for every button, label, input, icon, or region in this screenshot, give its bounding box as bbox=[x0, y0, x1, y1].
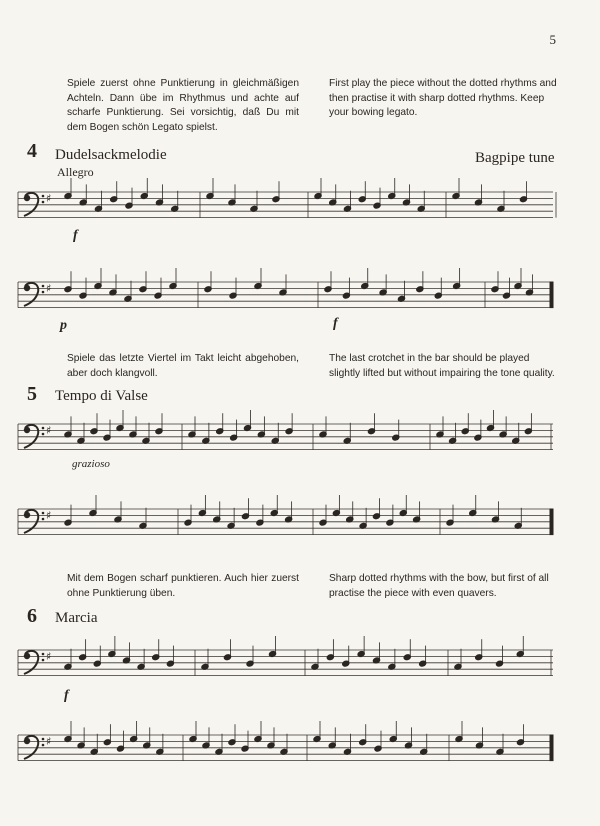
note-head bbox=[374, 745, 382, 752]
note-head bbox=[386, 519, 394, 526]
dynamic-marking: f bbox=[64, 688, 69, 703]
note-head bbox=[486, 424, 494, 431]
note-head bbox=[204, 286, 212, 293]
note-head bbox=[184, 519, 192, 526]
note-head bbox=[491, 516, 499, 523]
piece-title: Tempo di Valse bbox=[55, 388, 148, 404]
note-head bbox=[516, 739, 524, 746]
piece-title: Marcia bbox=[55, 610, 98, 626]
note-head bbox=[461, 428, 469, 435]
note-text-de: Spiele das letzte Viertel im Takt leicht abgehoben, aber doch klangvoll. bbox=[67, 353, 299, 379]
final-barline bbox=[550, 282, 553, 308]
note-head bbox=[129, 431, 137, 438]
note-head bbox=[449, 437, 457, 444]
note-head bbox=[475, 654, 483, 661]
intro-text-en: First play the piece without the dotted rhythms and then practise it with sharp dotted rhythms. Keep your bowing legato. bbox=[329, 78, 557, 118]
dynamic-marking: f bbox=[333, 316, 338, 331]
note-head bbox=[417, 205, 425, 212]
note-head bbox=[250, 205, 258, 212]
note-head bbox=[388, 663, 396, 670]
note-head bbox=[215, 748, 223, 755]
note-head bbox=[155, 428, 163, 435]
note-head bbox=[171, 205, 179, 212]
note-head bbox=[89, 509, 97, 516]
note-head bbox=[155, 199, 163, 206]
note-head bbox=[201, 663, 209, 670]
note-head bbox=[446, 519, 454, 526]
note-head bbox=[77, 437, 85, 444]
note-head bbox=[94, 205, 102, 212]
note-head bbox=[453, 282, 461, 289]
note-text-en: Sharp dotted rhythms with the bow, but first of all practise the piece with even quavers. bbox=[329, 573, 549, 599]
note-head bbox=[77, 742, 85, 749]
note-head bbox=[116, 745, 124, 752]
note-head bbox=[436, 431, 444, 438]
page-number: 5 bbox=[549, 32, 556, 47]
note-head bbox=[108, 650, 116, 657]
note-head bbox=[280, 748, 288, 755]
note-head bbox=[64, 519, 72, 526]
note-head bbox=[319, 431, 327, 438]
bass-clef-icon bbox=[24, 736, 45, 759]
dynamic-marking: p bbox=[60, 318, 67, 333]
note-head bbox=[154, 292, 162, 299]
note-head bbox=[496, 748, 504, 755]
note-head bbox=[90, 428, 98, 435]
note-head bbox=[198, 509, 206, 516]
note-head bbox=[257, 431, 265, 438]
note-head bbox=[313, 735, 321, 742]
bass-clef-icon bbox=[24, 283, 45, 306]
note-head bbox=[373, 202, 381, 209]
bass-clef-icon bbox=[24, 193, 45, 216]
note-head bbox=[142, 437, 150, 444]
note-head bbox=[392, 434, 400, 441]
note-head bbox=[512, 437, 520, 444]
note-head bbox=[469, 509, 477, 516]
note-head bbox=[419, 660, 427, 667]
note-head bbox=[474, 434, 482, 441]
note-head bbox=[358, 196, 366, 203]
note-head bbox=[64, 735, 72, 742]
note-head bbox=[328, 742, 336, 749]
note-head bbox=[475, 742, 483, 749]
note-head bbox=[342, 660, 350, 667]
note-head bbox=[254, 735, 262, 742]
note-head bbox=[359, 739, 367, 746]
expression-marking: grazioso bbox=[72, 458, 110, 470]
note-head bbox=[455, 735, 463, 742]
note-head bbox=[389, 735, 397, 742]
note-text-de: Mit dem Bogen scharf punktieren. Auch hier zuerst ohne Punktierung üben. bbox=[67, 573, 299, 599]
note-head bbox=[143, 742, 151, 749]
tempo-marking: Allegro bbox=[57, 165, 94, 179]
note-head bbox=[314, 192, 322, 199]
key-signature-sharp-icon: ♯ bbox=[46, 509, 52, 522]
note-head bbox=[140, 192, 148, 199]
note-head bbox=[246, 660, 254, 667]
note-head bbox=[213, 516, 221, 523]
note-head bbox=[367, 428, 375, 435]
note-head bbox=[311, 663, 319, 670]
note-head bbox=[241, 745, 249, 752]
key-signature-sharp-icon: ♯ bbox=[46, 650, 52, 663]
note-head bbox=[94, 282, 102, 289]
note-head bbox=[116, 424, 124, 431]
note-head bbox=[103, 739, 111, 746]
note-head bbox=[420, 748, 428, 755]
note-head bbox=[271, 437, 279, 444]
key-signature-sharp-icon: ♯ bbox=[46, 424, 52, 437]
note-head bbox=[139, 522, 147, 529]
note-head bbox=[324, 286, 332, 293]
key-signature-sharp-icon: ♯ bbox=[46, 192, 52, 205]
note-text-en: The last crotchet in the bar should be played slightly lifted but without impairing the tone quality. bbox=[329, 353, 555, 379]
note-head bbox=[525, 289, 533, 296]
note-head bbox=[524, 428, 532, 435]
note-head bbox=[254, 282, 262, 289]
note-head bbox=[379, 289, 387, 296]
note-head bbox=[491, 286, 499, 293]
note-head bbox=[90, 748, 98, 755]
note-head bbox=[514, 282, 522, 289]
note-head bbox=[270, 509, 278, 516]
piece-title: Dudelsackmelodie bbox=[55, 147, 167, 163]
note-head bbox=[404, 742, 412, 749]
note-head bbox=[326, 654, 334, 661]
note-head bbox=[434, 292, 442, 299]
piece-number: 6 bbox=[27, 605, 37, 627]
piece-number: 5 bbox=[27, 383, 37, 405]
note-head bbox=[223, 654, 231, 661]
note-head bbox=[109, 289, 117, 296]
note-head bbox=[343, 748, 351, 755]
piece-number: 4 bbox=[27, 140, 37, 162]
note-head bbox=[125, 202, 133, 209]
note-head bbox=[343, 205, 351, 212]
note-head bbox=[361, 282, 369, 289]
note-head bbox=[202, 742, 210, 749]
note-head bbox=[166, 660, 174, 667]
note-head bbox=[230, 434, 238, 441]
note-head bbox=[403, 654, 411, 661]
note-head bbox=[359, 522, 367, 529]
note-head bbox=[279, 289, 287, 296]
note-head bbox=[130, 735, 138, 742]
key-signature-sharp-icon: ♯ bbox=[46, 735, 52, 748]
note-head bbox=[64, 286, 72, 293]
note-head bbox=[103, 434, 111, 441]
note-head bbox=[285, 516, 293, 523]
note-head bbox=[519, 196, 527, 203]
note-head bbox=[229, 292, 237, 299]
note-head bbox=[228, 739, 236, 746]
note-head bbox=[114, 516, 122, 523]
note-head bbox=[93, 660, 101, 667]
note-head bbox=[64, 663, 72, 670]
note-head bbox=[474, 199, 482, 206]
note-head bbox=[124, 295, 132, 302]
note-head bbox=[272, 196, 280, 203]
note-head bbox=[156, 748, 164, 755]
note-head bbox=[139, 286, 147, 293]
note-head bbox=[343, 437, 351, 444]
note-head bbox=[397, 295, 405, 302]
note-head bbox=[372, 657, 380, 664]
note-head bbox=[188, 431, 196, 438]
note-head bbox=[516, 650, 524, 657]
bass-clef-icon bbox=[24, 651, 45, 674]
final-barline bbox=[550, 735, 553, 761]
note-head bbox=[332, 509, 340, 516]
note-head bbox=[285, 428, 293, 435]
note-head bbox=[454, 663, 462, 670]
note-head bbox=[169, 282, 177, 289]
note-head bbox=[64, 431, 72, 438]
note-head bbox=[319, 519, 327, 526]
note-head bbox=[346, 516, 354, 523]
note-head bbox=[202, 437, 210, 444]
note-head bbox=[413, 516, 421, 523]
note-head bbox=[399, 509, 407, 516]
note-head bbox=[241, 513, 249, 520]
note-head bbox=[227, 522, 235, 529]
note-head bbox=[357, 650, 365, 657]
note-head bbox=[267, 742, 275, 749]
note-head bbox=[416, 286, 424, 293]
note-head bbox=[342, 292, 350, 299]
note-head bbox=[110, 196, 118, 203]
note-head bbox=[216, 428, 224, 435]
note-head bbox=[79, 199, 87, 206]
note-head bbox=[268, 650, 276, 657]
note-head bbox=[189, 735, 197, 742]
piece-title-en: Bagpipe tune bbox=[475, 150, 555, 166]
intro-text-de: Spiele zuerst ohne Punktierung in gleichmäßigen Achteln. Dann übe im Rhythmus und achte auf scharfe Punktierung. Sei vorsichtig, daß Du mit dem Bogen schön Legato spielst. bbox=[67, 78, 299, 133]
note-head bbox=[79, 654, 87, 661]
bass-clef-icon bbox=[24, 425, 45, 448]
note-head bbox=[452, 192, 460, 199]
note-head bbox=[206, 192, 214, 199]
note-head bbox=[388, 192, 396, 199]
note-head bbox=[372, 513, 380, 520]
note-head bbox=[256, 519, 264, 526]
note-head bbox=[243, 424, 251, 431]
note-head bbox=[497, 205, 505, 212]
note-head bbox=[137, 663, 145, 670]
note-head bbox=[79, 292, 87, 299]
note-head bbox=[329, 199, 337, 206]
note-head bbox=[495, 660, 503, 667]
note-head bbox=[152, 654, 160, 661]
note-head bbox=[64, 192, 72, 199]
note-head bbox=[228, 199, 236, 206]
dynamic-marking: f bbox=[73, 228, 78, 243]
note-head bbox=[122, 657, 130, 664]
note-head bbox=[514, 522, 522, 529]
note-head bbox=[502, 292, 510, 299]
key-signature-sharp-icon: ♯ bbox=[46, 282, 52, 295]
note-head bbox=[402, 199, 410, 206]
bass-clef-icon bbox=[24, 510, 45, 533]
final-barline bbox=[550, 509, 553, 535]
note-head bbox=[499, 431, 507, 438]
